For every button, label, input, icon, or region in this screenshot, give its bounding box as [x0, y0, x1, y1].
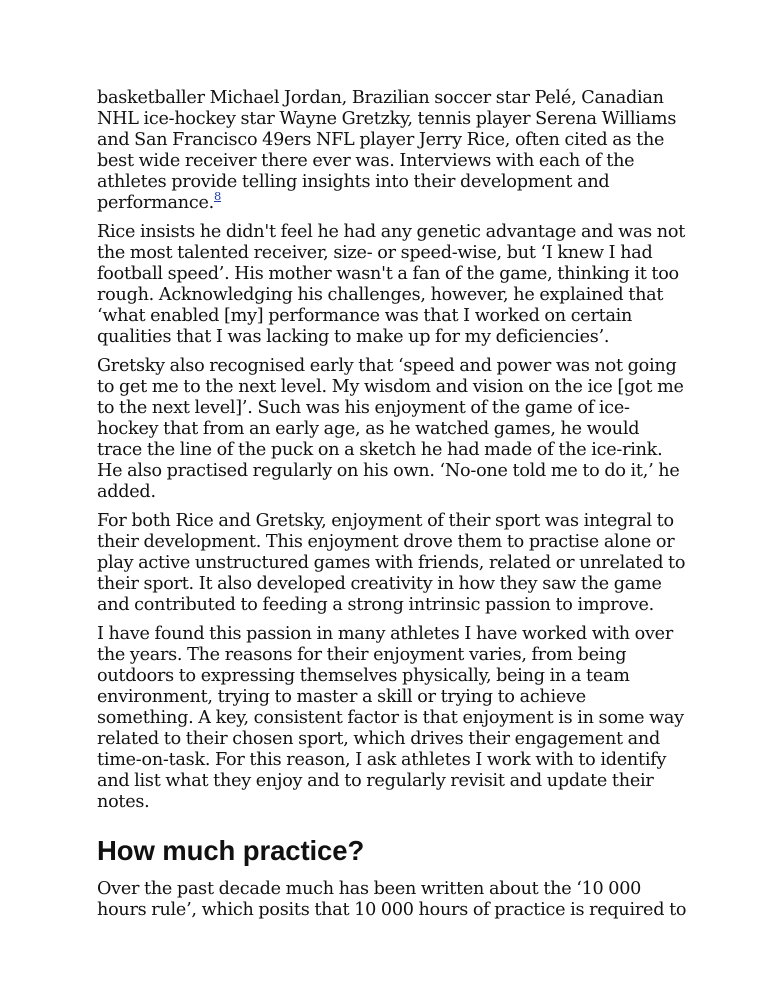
paragraph-practice-rule: Over the past decade much has been written about the ‘10 000 hours rule’, which posits that 10 000 hours of practice is required to [97, 879, 687, 920]
footnote-link[interactable]: 8 [213, 189, 222, 203]
paragraph-gretsky: Gretsky also recognised early that ‘speed and power was not going to get me to the next level. My wisdom and vision on the ice [got me to the next level]’. Such was his enjoyment of the game of ice-hockey that from an early age, as he watched games, he would trace the line of the puck on a sketch he had made of the ice-rink. He also practised regularly on his own. ‘No-one told me to do it,’ he added. [97, 356, 684, 502]
paragraph-enjoyment: For both Rice and Gretsky, enjoyment of their sport was integral to their development. This enjoyment drove them to practise alone or play active unstructured games with friends, related or unrelated to their sport. It also developed creativity in how they saw the game and contributed to feeding a strong intrinsic passion to improve. [97, 511, 686, 615]
paragraph-text: basketballer Michael Jordan, Brazilian soccer star Pelé, Canadian NHL ice-hockey star Wayne Gretzky, tennis player Serena Williams and San Francisco 49ers NFL player Jerry Rice, often cited as the best wide receiver there ever was. Interviews with each of the athletes provide telling insights into their development and performance. [97, 88, 677, 213]
paragraph-passion: I have found this passion in many athletes I have worked with over the years. The reasons for their enjoyment varies, from being outdoors to expressing themselves physically, being in a team environment, trying to master a skill or trying to achieve something. A key, consistent factor is that enjoyment is in some way related to their chosen sport, which drives their engagement and time-on-task. For this reason, I ask athletes I work with to identify and list what they enjoy and to regularly revisit and update their notes. [97, 624, 684, 812]
section-heading: How much practice? [97, 835, 365, 866]
paragraph-rice: Rice insists he didn't feel he had any genetic advantage and was not the most talented receiver, size- or speed-wise, but ‘I knew I had football speed’. His mother wasn't a fan of the game, thinking it too rough. Acknowledging his challenges, however, he explained that ‘what enabled [my] performance was that I worked on certain qualities that I was lacking to make up for my deficiencies’. [97, 222, 686, 347]
paragraph-athletes-intro [97, 88, 687, 214]
document-page [97, 88, 687, 929]
